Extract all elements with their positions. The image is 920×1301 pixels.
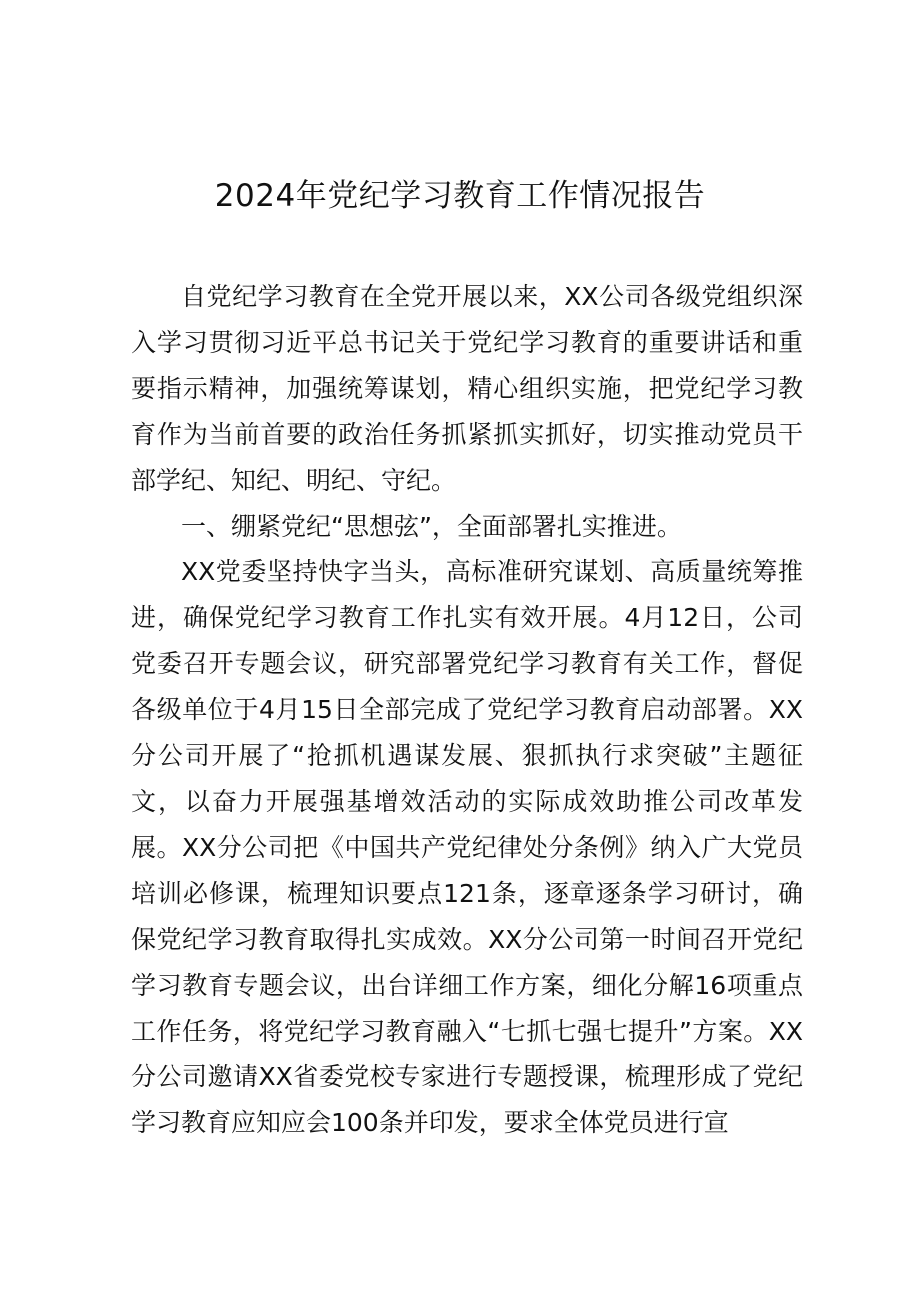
document-body [131,274,803,1146]
document-title: 2024年党纪学习教育工作情况报告 [214,178,706,214]
section-heading-1: 一、绷紧党纪“思想弦”，全面部署扎实推进。 [181,511,682,541]
section-1-paragraph: XX党委坚持快字当头，高标准研究谋划、高质量统筹推进，确保党纪学习教育工作扎实有效开展。4月12日，公司党委召开专题会议，研究部署党纪学习教育有关工作，督促各级单位于4月15日全部完成了党纪学习教育启动部署。XX分公司开展了“抢抓机遇谋发展、狠抓执行求突破”主题征文，以奋力开展强基增效活动的实际成效助推公司改革发展。XX分公司把《中国共产党纪律处分条例》纳入广大党员培训必修课，梳理知识要点121条，逐章逐条学习研讨，确保党纪学习教育取得扎实成效。XX分公司第一时间召开党纪学习教育专题会议，出台详细工作方案，细化分解16项重点工作任务，将党纪学习教育融入“七抓七强七提升”方案。XX分公司邀请XX省委党校专家进行专题授课，梳理形成了党纪学习教育应知应会100条并印发，要求全体党员进行宣 [131,557,803,1138]
intro-paragraph: 自党纪学习教育在全党开展以来，XX公司各级党组织深入学习贯彻习近平总书记关于党纪学习教育的重要讲话和重要指示精神，加强统筹谋划，精心组织实施，把党纪学习教育作为当前首要的政治任务抓紧抓实抓好，切实推动党员干部学纪、知纪、明纪、守纪。 [131,282,803,495]
